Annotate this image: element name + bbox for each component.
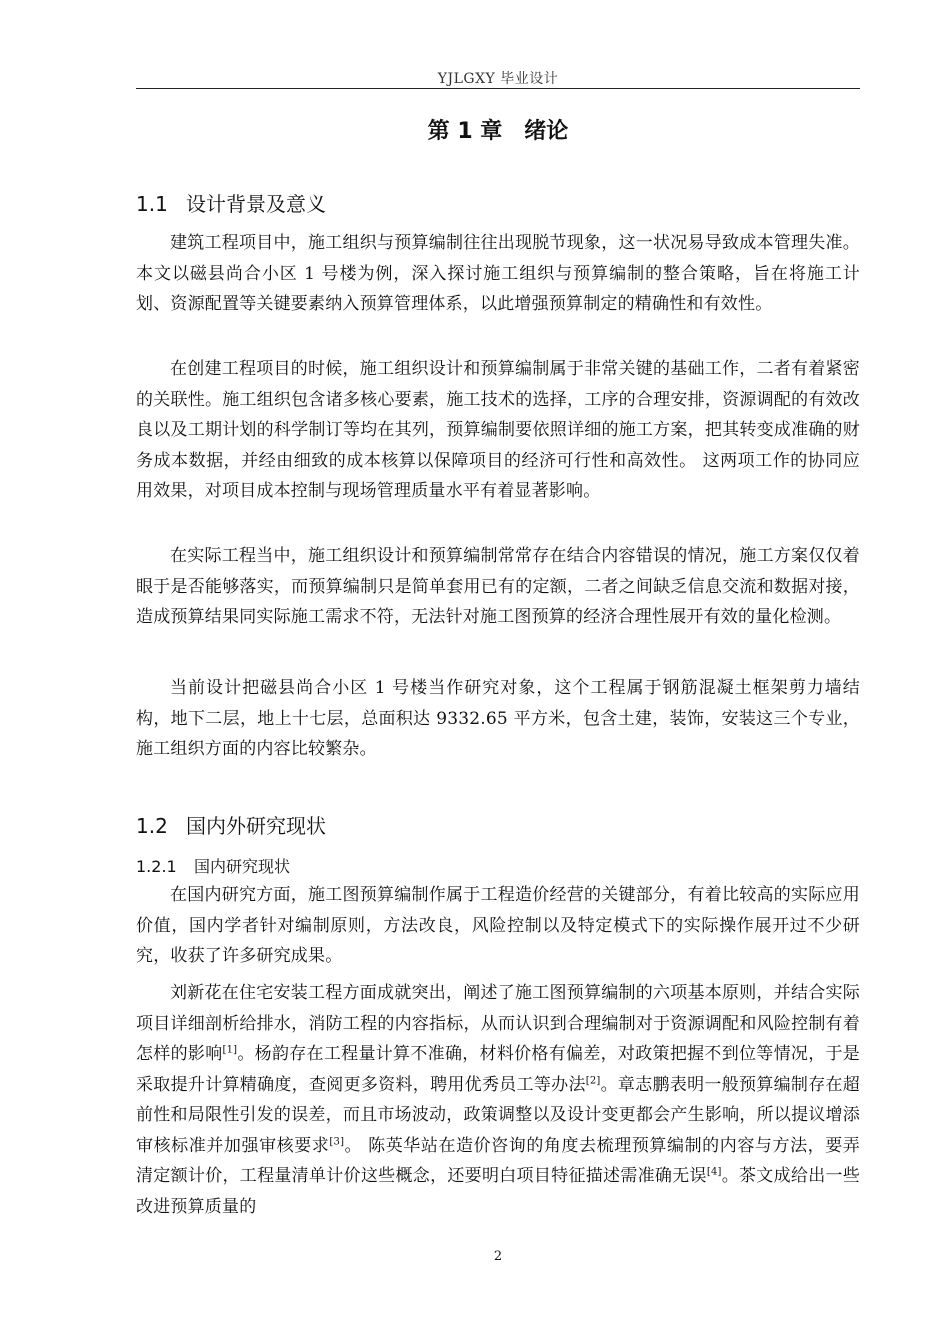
chapter-title: 第 1 章 绪论 bbox=[427, 119, 569, 144]
section-number: 1.1 bbox=[136, 192, 168, 216]
section-heading-1-2 bbox=[136, 810, 326, 839]
paragraph-with-citations bbox=[136, 978, 860, 1222]
paragraph: 在创建工程项目的时候，施工组织设计和预算编制属于非常关键的基础工作，二者有着紧密的关联性。施工组织包含诸多核心要素，施工技术的选择，工序的合理安排，资源调配的有效改良以及工期计划的科学制订等均在其列，预算编制要依照详细的施工方案，把其转变成准确的财务成本数据，并经由细致的成本核算以保障项目的经济可行性和高效性。 这两项工作的协同应用效果，对项目成本控制与现场管理质量水平有着显著影响。 bbox=[136, 359, 860, 501]
section-title: 设计背景及意义 bbox=[186, 192, 326, 216]
section-heading-1-1 bbox=[136, 188, 326, 217]
section-number: 1.2 bbox=[136, 814, 168, 838]
paragraph: 当前设计把磁县尚合小区 1 号楼当作研究对象，这个工程属于钢筋混凝土框架剪力墙结构，地下二层，地上十七层，总面积达 9332.65 平方米，包含土建，装饰，安装这三个专业，施工组织方面的内容比较繁杂。 bbox=[136, 678, 860, 759]
citation-ref: [1] bbox=[222, 1044, 238, 1056]
subsection-heading-1-2-1 bbox=[136, 854, 290, 877]
header-rule bbox=[136, 88, 860, 89]
citation-ref: [3] bbox=[329, 1135, 345, 1147]
paragraph: 建筑工程项目中，施工组织与预算编制往往出现脱节现象，这一状况易导致成本管理失准。本文以磁县尚合小区 1 号楼为例，深入探讨施工组织与预算编制的整合策略，旨在将施工计划、资源配置等关键要素纳入预算管理体系，以此增强预算制定的精确性和有效性。 bbox=[136, 233, 860, 314]
citation-ref: [4] bbox=[706, 1166, 722, 1178]
citation-ref: [2] bbox=[585, 1074, 601, 1086]
running-header: YJLGXY 毕业设计 bbox=[437, 71, 559, 87]
text-run: 。杨韵存在工程量计算不准确，材料价格有偏差，对政策把握不到位等情况，于是采取提升计算精确度，查阅更多资料，聘用优秀员工等办法 bbox=[136, 1044, 861, 1095]
text-run: 。章志鹏表明一般预算编制存在超前性和局限性引发的误差，而且市场波动，政策调整以及设计变更都会产生影响，所以提议增添审核标准并加强审核要求 bbox=[136, 1074, 861, 1156]
text-run: 刘新花在住宅安装工程方面成就突出，阐述了施工图预算编制的六项基本原则，并结合实际项目详细剖析给排水，消防工程的内容指标，从而认识到合理编制对于资源调配和风险控制有着怎样的影响 bbox=[136, 983, 860, 1064]
page-number: 2 bbox=[493, 1249, 503, 1264]
text-run: 。 陈英华站在造价咨询的角度去梳理预算编制的内容与方法，要弄清定额计价，工程量清单计价这些概念，还要明白项目特征描述需准确无误 bbox=[136, 1135, 861, 1186]
paragraph: 在实际工程当中，施工组织设计和预算编制常常存在结合内容错误的情况，施工方案仅仅着眼于是否能够落实，而预算编制只是简单套用已有的定额，二者之间缺乏信息交流和数据对接，造成预算结果同实际施工需求不符，无法针对施工图预算的经济合理性展开有效的量化检测。 bbox=[136, 546, 860, 627]
section-title: 国内外研究现状 bbox=[186, 814, 326, 838]
paragraph: 在国内研究方面，施工图预算编制作属于工程造价经营的关键部分，有着比较高的实际应用价值，国内学者针对编制原则，方法改良，风险控制以及特定模式下的实际操作展开过不少研究，收获了许多研究成果。 bbox=[136, 885, 860, 966]
subsection-number: 1.2.1 bbox=[136, 857, 177, 876]
subsection-title: 国内研究现状 bbox=[194, 857, 291, 876]
text-run: 。茶文成给出一些改进预算质量的 bbox=[136, 1166, 860, 1217]
